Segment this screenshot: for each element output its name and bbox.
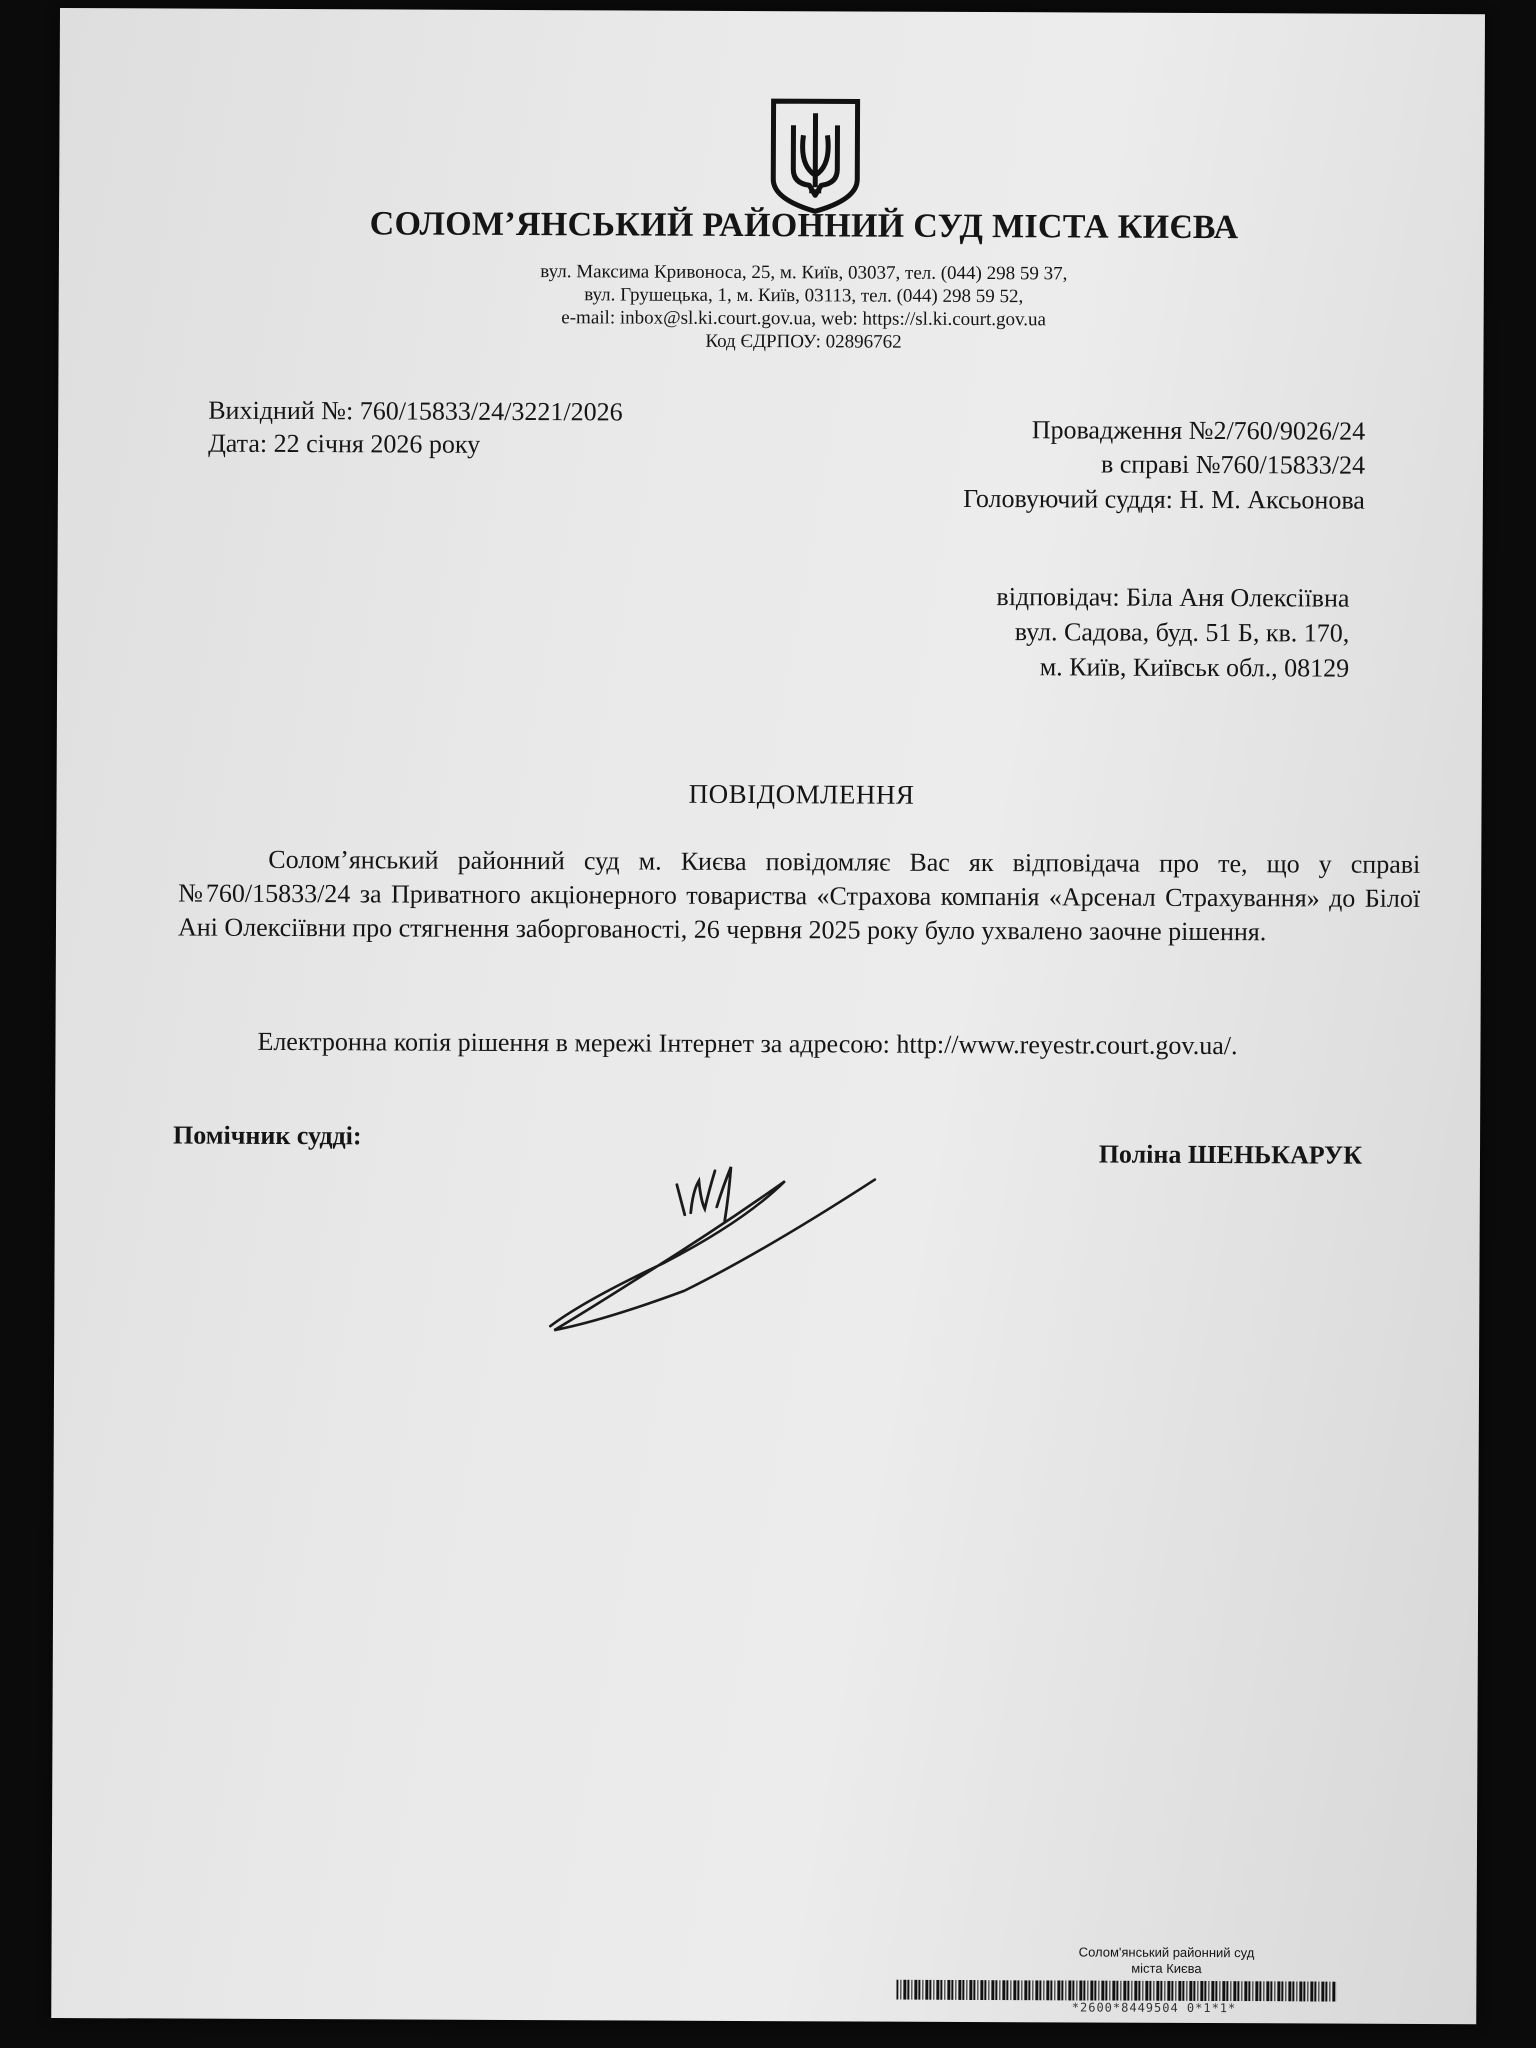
- presiding-judge: Головуючий суддя: Н. М. Аксьонова: [963, 483, 1365, 515]
- respondent-city: м. Київ, Київськ обл., 08129: [1039, 652, 1350, 683]
- handwritten-signature: [544, 1150, 885, 1341]
- electronic-copy-note: Електронна копія рішення в мережі Інтернет за адресою: http://www.reyestr.court.gov.ua/.: [257, 1026, 1238, 1061]
- respondent-name: відповідач: Біла Аня Олексіївна: [996, 582, 1350, 613]
- proceeding-number: Провадження №2/760/9026/24: [1031, 415, 1366, 446]
- case-number: в справі №760/15833/24: [1100, 449, 1366, 480]
- court-contacts-line: e-mail: inbox@sl.ki.court.gov.ua, web: https://sl.ki.court.gov.ua: [561, 307, 1047, 331]
- document-page: [51, 8, 1485, 2024]
- outgoing-number: Вихідний №: 760/15833/24/3221/2026: [208, 395, 623, 427]
- court-address-line: вул. Грушецька, 1, м. Київ, 03113, тел. (044) 298 59 52,: [584, 284, 1024, 308]
- trident-emblem-icon: [765, 95, 866, 215]
- court-address-line: вул. Максима Кривоноса, 25, м. Київ, 03037, тел. (044) 298 59 37,: [540, 261, 1068, 285]
- notice-body: Солом’янський районний суд м. Києва повідомляє Вас як відповідача про те, що у справі №760/15833/24 за Приватного акціонерного товариства «Страхова компанія «Арсенал Страхування» до Білої Ані Олексіївни про стягнення заборгованості, 26 червня 2025 року було ухвалено заочне рішення.: [177, 844, 1421, 947]
- court-title: СОЛОМ’ЯНСЬКИЙ РАЙОННИЙ СУД МІСТА КИЄВА: [369, 205, 1239, 247]
- signer-name: Поліна ШЕНЬКАРУК: [1098, 1139, 1363, 1170]
- stamp-city: міста Києва: [1131, 1960, 1202, 1977]
- respondent-street: вул. Садова, буд. 51 Б, кв. 170,: [1014, 617, 1350, 648]
- notice-title: ПОВІДОМЛЕННЯ: [688, 778, 915, 810]
- stamp-court-name: Солом'янський районний суд: [1078, 1944, 1255, 1961]
- court-edrpou-code: Код ЄДРПОУ: 02896762: [705, 330, 902, 353]
- barcode-number: *2600*8449504 0*1*1*: [1071, 2000, 1237, 2016]
- signer-role: Помічник судді:: [173, 1120, 362, 1151]
- outgoing-date: Дата: 22 січня 2026 року: [208, 428, 481, 459]
- barcode: [896, 1980, 1336, 2002]
